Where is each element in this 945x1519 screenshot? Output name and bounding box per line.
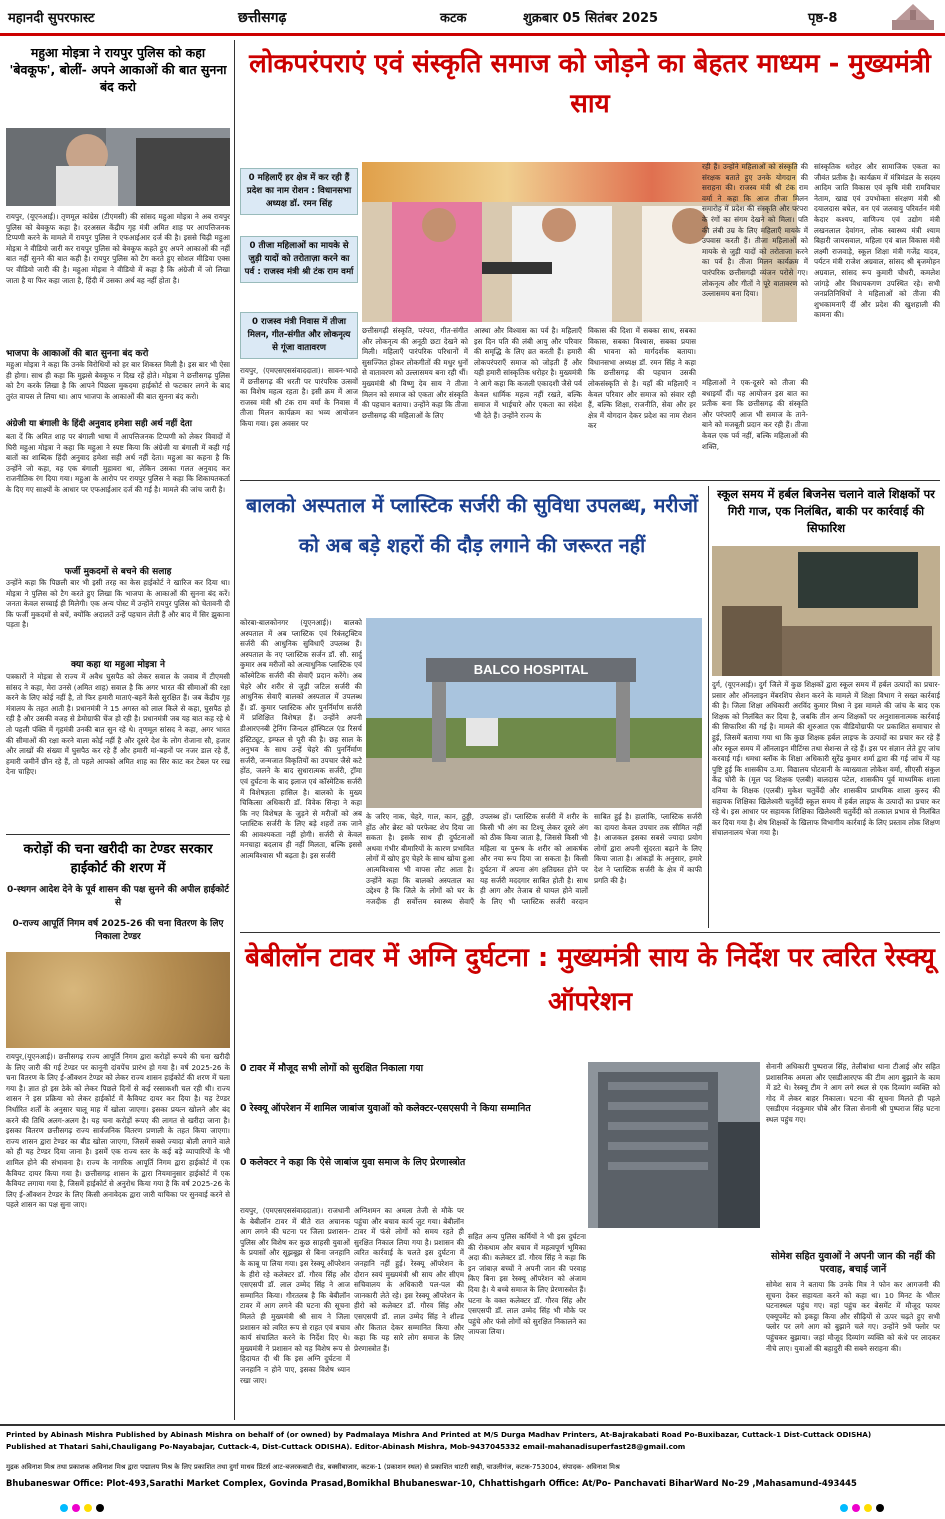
fire-body3b (590, 1232, 760, 1412)
fire-body3: सहित अन्य पुलिस कर्मियों ने भी इस दुर्घटना की रोकथाम और बचाव में महत्वपूर्ण भूमिका अदा की। कलेक्टर डॉ. गौरव सिंह ने कहा कि इन जांबाज़ बच्चों ने अपनी जान की परवाह किए बिना इस रेस्क्यू ऑपरेशन को अंजाम दिया है। ये बच्चे समाज के लिए प्रेरणास्त्रोत हैं। घटना के वक्त कलेक्टर डॉ. गौरव सिंह और एसएसपी डॉ. लाल उम्मेद सिंह भी मौके पर पहुंचे और फंसे लोगों को सुरक्षित निकालने का जायजा लिया। (468, 1232, 586, 1337)
main-body-col4: विकास की दिशा में सबका साथ, सबका विकास, सबका विश्वास, सबका प्रयास की भावना को मार्गदर्शक बताया। विधानसभा अध्यक्ष डॉ. रमन सिंह ने कहा कि छत्तीसगढ़ की पहचान उसकी लोकसंस्कृति से है। यहाँ की महिलाएँ न केवल परिवार और समाज को संवार रही हैं, बल्कि शिक्षा, राजनीति, सेवा और हर क्षेत्र में योगदान देकर प्रदेश का नाम रोशन कर (588, 326, 696, 431)
pill-raman-singh: 0 महिलाएँ हर क्षेत्र में कर रही हैं प्रदेश का नाम रोशन : विधानसभा अध्यक्ष डॉ. रमन सिंह (240, 168, 358, 215)
main-headline: लोकपरंपराएं एवं संस्कृति समाज को जोड़ने का बेहतर माध्यम - मुख्यमंत्री साय (249, 49, 931, 119)
pill-tank-ram: 0 तीजा महिलाओं का मायके से जुड़ी यादों को तरोताज़ा करने का पर्व : राजस्व मंत्री श्री टंक राम वर्मा (240, 236, 358, 283)
story-mahua-sub1-body: महुआ मोइत्रा ने कहा कि उनके विरोधियों को हर बार शिकस्त मिली है। इस बार भी ऐसा ही होगा। साथ ही कहा कि मुझसे बेवकूफ न दिख रहें होते। मोइत्रा ने छत्तीसगढ़ पुलिस को टैग करके लिखा है कि आपने पिछला मुकदमा हाईकोर्ट से फटकार लगने के बाद तुरंत वापस ले लिया था। आप भाजपा के आकाओं की बात सुनना बंद करो। (6, 360, 230, 401)
main-body-col3: आस्था और विश्वास का पर्व है। महिलाएँ इस दिन पति की लंबी आयु और परिवार की समृद्धि के लिए व्रत करती हैं। हमारी लोकपरंपराएँ समाज को जोड़ती हैं और यही हमारी सांस्कृतिक धरोहर है। मुख्यमंत्री ने आगे कहा कि कजली एकादशी जैसे पर्व केवल धार्मिक महत्व नहीं रखते, बल्कि समाज में भाईचारे और एकता का संदेश भी देते हैं। उन्होंने राज्य के (474, 326, 582, 420)
story-chana-deck1: 0-स्थगन आदेश देने के पूर्व शासन की पक्ष सुनने की अपील हाईकोर्ट से (7, 885, 229, 908)
chana-photo (6, 952, 230, 1048)
balco-hospital-photo (366, 618, 702, 808)
masthead (0, 0, 945, 36)
divider (240, 932, 940, 933)
fire-deck1: 0 टावर में मौजूद सभी लोगों को सुरक्षित निकाला गया (240, 1063, 424, 1074)
fire-body4: सेनानी अधिकारी पुष्पराज सिंह, तेलीबांधा थाना टीआई और सहित प्रशासनिक अमला और एसडीआरएफ की टीम आग बुझाने के काम में डटे थे। रेस्क्यू टीम ने आग लगे स्थल से एक दिव्यांग व्यक्ति को गोद में लेकर बाहर निकाला। घटना की सूचना मिलते ही पहले एसडीएम नंदकुमार चौबे और जिला सेनानी श्री पुष्पराज सिंह घटना स्थल पहुंच गए। (766, 1062, 940, 1124)
main-body-col1: रायपुर, (एमएसएससंवाददाता)। सावन-भादो में छत्तीसगढ़ की धरती पर पारंपरिक उत्सवों का विशेष महत्व रहता है। इसी क्रम में आज राजस्व मंत्री श्री टंक राम वर्मा के निवास में तीजा मिलन कार्यक्रम का भव्य आयोजन किया गया। इस अवसर पर (240, 366, 358, 428)
babylon-tower-photo (588, 1062, 760, 1228)
story-mahua-sub3: फर्जी मुकदमों से बचने की सलाह (64, 567, 172, 577)
story-mahua-sub2-body: बता दें कि अमित शाह पर बंगाली भाषा में आपत्तिजनक टिप्पणी को लेकर विवादों में घिरी महुआ मोइत्रा ने कहा कि महुआ ने स्पष्ट किया कि अंग्रेजी या बंगाली में कही गई बातों का शाब्दिक हिंदी अनुवाद हमेशा सही अर्थ नहीं देता। महुआ का कहना है कि उन्होंने जो कहा, वह एक बंगाली मुहावरा था, लेकिन उसका गलत अनुवाद कर राजनीतिक रंग दिया गया। महुआ के आरोप पर रायपुर पुलिस ने कहा कि शिकायतकर्ता के दिए गए साक्ष्यों के आधार पर एफआईआर दर्ज की गई है। मामले की जांच जारी है। (6, 432, 230, 494)
column-rule (234, 40, 235, 1420)
main-body-col2: छत्तीसगढ़ी संस्कृति, परंपरा, गीत-संगीत और लोकनृत्य की अनूठी छटा देखने को मिली। महिलाएँ पारंपरिक परिधानों में सुसज्जित होकर लोकगीतों की मधुर धुनों से वातावरण को उल्लासमय बना रही थीं। मुख्यमंत्री श्री विष्णु देव साय ने तीजा मिलन को समाज को एकता और संस्कृति की पहचान बताया। उन्होंने कहा कि तीजा छत्तीसगढ़ की महिलाओं के लिए (362, 326, 468, 420)
story-chana-body: रायपुर,(यूएनआई)। छत्तीसगढ़ राज्य आपूर्ति निगम द्वारा करोड़ों रूपये की चना खरीदी के लिए जारी की गई टेण्डर पर कानूनी दांवपेंच प्रारंभ हो गया है। वर्ष 2025-26 के चना वितरण के लिए ई-ऑक्शन टेण्डर को लेकर राज्य शासन हाईकोर्ट की शरण में चला गया है। ज्ञात हो इस ठेके को लेकर पिछले दिनों से कई रस्साकशी चल रही थी। राज्य शासन ने इस प्रक्रिया को लेकर हाईकोर्ट में कैवियट दायर कर दिया है। यह टेण्डर निर्धारित शर्तों के अनुसार चालू माह में खोला जाएगा। इसका प्रयत्न खोलने और बंद करने की तिथि अलग-अलग है। यह चना करोड़ों रूपए की लागत से खरीदा जाना है। इसका वितरण छत्तीसगढ़ राज्य सार्वजनिक वितरण प्रणाली के तहत किया जाएगा। राज्य शासन द्वारा टेण्डर का बीड खोला जाएगा, जिसमें सबसे ज्यादा बोली लगाने वाले को ही यह टेण्डर दिया जाना है। इसमें एक राज्य स्तर के कई बड़े व्यापारियों के भी शामिल होने की संभावना है। राज्य के नागरिक आपूर्ति निगम द्वारा हाईकोर्ट में एक कैवियट दायर किया गया है। छत्तीसगढ़ शासन के द्वारा नियमानुसार हाईकोर्ट में एक कैवियट लगाया गया है, जिसमें हाईकोर्ट से अनुरोध किया गया है कि वर्ष 2025-26 के लिए ई-ऑक्शन टेण्डर के लिए किसी अनावेदक द्वारा जारी याचिका पर सुनवाई करने से पहले शासन का पक्ष सुना जाए। (6, 1052, 230, 1210)
fire-deck3: 0 कलेक्टर ने कहा कि ऐसे जाबांज युवा समाज के लिए प्रेरणास्त्रोत (240, 1157, 466, 1168)
footer-rule (0, 1424, 945, 1426)
main-body-col7: सांस्कृतिक धरोहर और सामाजिक एकता का जीवंत प्रतीक है। कार्यक्रम में मंत्रिमंडल के सदस्य आदिम जाति विकास एवं कृषि मंत्री रामविचार नेताम, खाद्य एवं उपभोक्ता संरक्षण मंत्री श्री दयालदास बघेल, वन एवं जलवायु परिवर्तन मंत्री केदार कश्यप, वाणिज्य एवं उद्योग मंत्री लखनलाल देवांगन, लोक स्वास्थ्य मंत्री श्याम बिहारी जायसवाल, महिला एवं बाल विकास मंत्री लक्ष्मी राजवाड़े, स्कूल शिक्षा मंत्री गजेंद्र यादव, पर्यटन मंत्री राजेश अग्रवाल, सांसद श्री बृजमोहन अग्रवाल, सांसद रूप कुमारी चौधरी, कमलेश जांगड़े और विधायकगण उपस्थित रहे। सभी जनप्रतिनिधियों ने महिलाओं को तीजा की शुभकामनाएँ दीं और प्रदेश की खुशहाली की कामना की। (814, 162, 940, 320)
footer-imprint-1: Printed by Abinash Mishra Published by Abinash Mishra on behalf of (or owned) by Padmalaya Mishra And Printed at M/S Durga Madhav Printers, At-Bajrakabati Road Po-Buxibazar, Cuttack-1 Dist-Cuttack ODISHA) (6, 1430, 872, 1439)
date-line: शुक्रबार 05 सितंबर 2025 (523, 11, 659, 26)
story-mahua-sub4: क्या कहा था महुआ मोइत्रा ने (71, 660, 165, 670)
balco-headline: बालको अस्पताल में प्लास्टिक सर्जरी की सुविधा उपलब्ध, मरीजों को अब बड़े शहरों की दौड़ लगाने की जरूरत नहीं (246, 494, 698, 557)
footer-imprint-3: मुद्रक अविनाश मिश्र तथा प्रकाशक अविनाश मिश्र द्वारा पद्मालय मिश्र के लिए प्रकाशित तथा दुर्गा माधव प्रिंटर्स आट-बजरकबाटी रोड, बक्सीबाजार, कटक-1 (प्रकाशन स्थल) से प्रकाशित थाटरी साही, चाउलीगंज, कटक-753004, संपादक- अविनाश मिश्र (6, 1463, 620, 1471)
story-chana-deck2: 0-राज्य आपूर्ति निगम वर्ष 2025-26 की चना वितरण के लिए निकाला टेण्डर (12, 919, 224, 942)
footer-offices: Bhubaneswar Office: Plot-493,Sarathi Market Complex, Govinda Prasad,Bomikhal Bhubaneswar-10, Chhattishgarh Office: At/Po- Panchavati BiharWard No-29 ,Mahasamund-493445 (6, 1478, 857, 1488)
column-rule (708, 486, 709, 928)
balco-body-left: कोरबा-बालकोनगर (यूएनआई)। बालको अस्पताल में अब प्लास्टिक एवं रिकंस्ट्रक्टिव सर्जरी की आधुनिक सुविधाएँ उपलब्ध हैं। अस्पताल के नए प्लास्टिक सर्जन डॉ. सी. सार्दु कुमार अब मरीजों को अत्याधुनिक प्लास्टिक एवं कॉस्मेटिक सर्जरी की सेवाएँ प्रदान करेंगे। अब चेहरे और शरीर से जुड़ी जटिल सर्जरी की आधुनिक सेवाएँ बालको अस्पताल में उपलब्ध हैं। डॉ. कुमार प्लास्टिक और पुनर्निर्माण सर्जरी में प्रशिक्षित विशेषज्ञ हैं। उन्होंने अपनी डीआरएनबी ट्रेनिंग जिन्दल हॉस्पिटल एंड रिसर्च इंस्टिट्यूट, इम्फल से पूरी की है। छह साल के अनुभव के साथ उन्हें चेहरे की पुनर्निर्माण सर्जरी, जन्मजात विकृतियों का उपचार जैसे कटे होंठ, जलने के बाद सुधारात्मक सर्जरी, ट्रॉमा एवं दुर्घटना के बाद इलाज एवं कॉस्मेटिक सर्जरी में विशेषज्ञता हासिल है। बालको के मुख्य चिकित्सा अधिकारी डॉ. विवेक सिन्हा ने कहा कि नए विशेषज्ञ के जुड़ने से मरीजों को अब प्लास्टिक सर्जरी के लिए बड़े शहरों तक जाने की आवश्यकता नहीं होगी। सर्जरी से केवल मनचाहा बदलाव ही नहीं मिलता, बल्कि इससे आत्मविश्वास भी बढ़ता है। इस सर्जरी (240, 618, 362, 861)
story-mahua-body: रायपुर, (यूएनआई)। तृणमूल कांग्रेस (टीएमसी) की सांसद महुआ मोइत्रा ने अब रायपुर पुलिस को बेवकूफ कहा है। दरअसल केंद्रीय गृह मंत्री अमित शाह पर आपत्तिजनक टिप्पणी करने के मामले में रायपुर पुलिस ने एफआईआर दर्ज की है। इससे चिढ़ी महुआ मोइत्रा ने वीडियो जारी कर रायपुर पुलिस को बेवकूफ कहते हुए अपने आकाओं की नहीं बात नहीं सुनने की बात कही है। रायपुर पुलिस को टैग करते हुए सोशल मीडिया एक्स पर वीडियो जारी की है। महुआ मोइत्रा ने वीडियो में कहा है कि अंग्रेजी में जो लिखा जाता है या फिर कहा जाता है, हिंदी में उसका अर्थ वह नहीं होता है। (6, 212, 230, 285)
story-mahua-sub1: भाजपा के आकाओं की बात सुनना बंद करो (6, 349, 149, 359)
temple-logo-icon (886, 2, 940, 32)
story-mahua-sub3-body: उन्होंने कहा कि पिछली बार भी इसी तरह का केस हाईकोर्ट ने खारिज कर दिया था। मोइत्रा ने पुलिस को टैग करते हुए लिखा कि भाजपा के आकाओं की सुनना बंद करें। जनता केवल सच्चाई ही मिलेगी। एक अन्य पोस्ट में उन्होंने रायपुर पुलिस को चेतावनी दी कि फर्जी मुकदमों से बचें, क्योंकि अदालतें उन्हें पहचान लेती हैं और बाद में सिर झुकाना पड़ता है। (6, 578, 230, 630)
story-mahua-title: महुआ मोइत्रा ने रायपुर पुलिस को कहा 'बेवकूफ', बोलीं- अपने आकाओं की बात सुनना बंद करो (9, 45, 227, 94)
divider (6, 834, 230, 835)
region-name: छत्तीसगढ़ (238, 10, 287, 26)
balco-gate-sign: BALCO HOSPITAL (473, 662, 589, 677)
story-mahua-sub2: अंग्रेजी या बंगाली के हिंदी अनुवाद हमेशा सही अर्थ नहीं देता (6, 419, 192, 429)
story-chana-title: करोड़ों की चना खरीदी का टेण्डर सरकार हाईकोर्ट की शरण में (23, 842, 213, 876)
footer-imprint-2: Published at Thatari Sahi,Chauligang Po-Nayabajar, Cuttack-4, Dist-Cuttack ODISHA). Editor-Abinash Mishra, Mob-9437045332 email-mahanadisuperfast28@gmail.com (6, 1442, 686, 1451)
mahua-photo (6, 128, 230, 206)
main-body-col6: महिलाओं ने एक-दूसरे को तीजा की बधाइयाँ दीं। यह आयोजन इस बात का प्रतीक बना कि छत्तीसगढ़ की संस्कृति और परंपराएँ आज भी समाज के ताने-बाने को मजबूती प्रदान कर रही हैं। तीजा केवल एक पर्व नहीं, बल्कि महिलाओं की शक्ति, (702, 378, 808, 451)
classroom-photo (712, 546, 940, 676)
story-mahua-sub4-body: पत्रकारों ने मोइत्रा से राज्य में अवैध घुसपैठ को लेकर सवाल के जवाब में टीएमसी सांसद ने कहा, मेरा उनसे (अमित शाह) सवाल है कि अगर भारत की सीमाओं की रक्षा करने के लिए कोई नहीं है, तो फिर हमारी माताएं-बहनें कैसे सुरक्षित हैं। जब केंद्रीय गृह मंत्रालय के तहत आती है। प्रधानमंत्री ने 15 अगस्त को लाल किले से कहा, घुसपैठ हो रही है और उसकी वजह से डेमोग्राफी चेंज हो रही है। प्रधानमंत्री जब यह बात कह रहे थे तो पहली पंक्ति में गृहमंत्री उनकी बात सुन रहे थे। तृणमूल सांसद ने कहा, अगर भारत की सीमाओं की रक्षा करने वाला कोई नहीं है और दूसरे देश के लोग रोजाना सौ, हजार और लाखों की संख्या में घुसपैठ कर रहे हैं और हमारी मां-बहनों पर नजर डाल रहे हैं, हमारी जमीनें छीन रहे हैं, तो पहले आपको अमित शाह का सिर काट कर टेबल पर रख देना चाहिए। (6, 672, 230, 777)
divider (240, 480, 940, 481)
fire-headline: बेबीलॉन टावर में अग्नि दुर्घटना : मुख्यमंत्री साय के निर्देश पर त्वरित रेस्क्यू ऑपरेशन (245, 943, 935, 1017)
durg-headline: स्कूल समय में हर्बल बिजनेस चलाने वाले शिक्षकों पर गिरी गाज, एक निलंबित, बाकी पर कार्रवाई की सिफारिश (717, 487, 935, 535)
fire-quote-body: सोमेश साव ने बताया कि उनके मित्र ने फोन कर आगजनी की सूचना देकर सहायता करने को कहा था। 10 मिनट के भीतर घटनास्थल पहुंच गए। वहां पहुंच कर बेसमेंट में मौजूद फायर एक्यूपमेंट को इकट्ठा किया और सीढ़ियों से ऊपर चढ़ते हुए सभी फ्लोर पर लगे आग को बुझाने चले गए। उन्होंने 9वें फ्लोर पर पहुंचकर बुझाया। जहां मौजूद दिव्यांग व्यक्ति को कंधे पर लादकर नीचे लाए। युवाओं की बहादुरी की सबने सराहना की। (766, 1280, 940, 1353)
fire-deck2: 0 रेस्क्यू ऑपरेशन में शामिल जाबांज युवाओं को कलेक्टर-एसएसपी ने किया सम्मानित (240, 1103, 531, 1114)
balco-body-right: के जरिए नाक, चेहरे, गाल, कान, ठुड्डी, होंठ और ब्रेस्ट को परफेक्ट शेप दिया जा सकता है। इसके साथ ही दुर्घटनाओं अथवा गंभीर बीमारियों के कारण प्रभावित लोगों में खोए हुए चेहरे के साथ खोया हुआ आत्मविश्वास भी वापस लौट आता है। उन्होंने कहा कि बालको अस्पताल का उद्देश्य है कि जिले के लोगों को घर के नजदीक ही सर्वोत्तम स्वास्थ्य सेवाएँ उपलब्ध हों। प्लास्टिक सर्जरी में शरीर के किसी भी अंग का टिश्यू लेकर दूसरे अंग को ठीक किया जाता है, जिससे किसी भी महिला या पुरूष के शरीर को आकर्षक और नया रूप दिया जा सकता है। किसी दुर्घटना में अपना अंग क्षतिग्रस्त होने पर यह सर्जरी मददगार साबित होती है। साथ ही आग और तेजाब से घायल होने वालों के लिए भी प्लास्टिक सर्जरी वरदान साबित हुई है। हालांकि, प्लास्टिक सर्जरी का दायरा केवल उपचार तक सीमित नहीं है। आजकल इसका सबसे ज्यादा प्रयोग लोगों द्वारा अपनी सुंदरता बढ़ाने के लिए किया जाता है। आंकड़ों के अनुसार, हमारे देश ने प्लास्टिक सर्जरी के क्षेत्र में काफी प्रगति की है। (366, 812, 702, 906)
fire-body2: अग्निशमन का अमला तेजी से मौके पर पहुंचा और बचाव कार्य जुट गया। बेबीलॉन टावर में फंसे लोगों को समय रहते ही सुरक्षित निकाल लिया गया है। प्रशासन की त्वरित कार्रवाई के चलते इस दुर्घटना में जनहानि नहीं हुई। रेस्क्यू ऑपरेशन के दौरान स्वयं मुख्यमंत्री श्री साय और सीएम सचिवालय के अधिकारी पल-पल की जानकारी लेते रहे। इस रेस्क्यू ऑपरेशन के हीरो को कलेक्टर डॉ. गौरव सिंह और एसएसपी डॉ. लाल उम्मेद सिंह ने शील्ड और कितात देकर सम्मानित किया और कहा कि यह सारे लोग समाज के लिए प्रेरणास्त्रोत हैं। (354, 1206, 464, 1353)
pill-teeja-milan: 0 राजस्व मंत्री निवास में तीजा मिलन, गीत-संगीत और लोकनृत्य से गूंजा वातावरण (240, 312, 358, 359)
main-body-col5: रही हैं। उन्होंने महिलाओं को संस्कृति की संरक्षक बताते हुए उनके योगदान की सराहना की। राजस्व मंत्री श्री टंक राम वर्मा ने कहा कि आज तीजा मिलन समारोह में प्रदेश की संस्कृति और परंपरा के रंगों का संगम देखने को मिला। पति की लंबी उम्र के लिए महिलाएँ मायके में उपवास करती हैं। तीजा महिलाओं को मायके से जुड़ी यादों को तरोताजा करने का पर्व है। तीजा मिलन कार्यक्रम में पारंपरिक छत्तीसगढ़ी व्यंजन परोसे गए। लोकनृत्य और गीतों ने पूरे वातावरण को उल्लासमय बना दिया। (702, 162, 808, 299)
fire-quote-title: सोमेश सहित युवाओं ने अपनी जान की नहीं की परवाह, बचाई जानें (770, 1251, 936, 1275)
story-mahua (6, 44, 230, 95)
city-name: कटक (440, 11, 467, 26)
registration-marks (0, 1500, 945, 1516)
page-number: पृष्ठ-8 (808, 11, 838, 26)
paper-name: महानदी सुपरफास्ट (8, 11, 95, 26)
durg-body: दुर्ग, (यूएनआई)। दुर्ग जिले में कुछ शिक्षकों द्वारा स्कूल समय में हर्बल उत्पादों का प्रचार-प्रसार और ऑनलाइन मेंबरशिप सेशन करने के मामले में शिक्षा विभाग ने सख्त कार्रवाई की है। जिला शिक्षा अधिकारी अरविंद कुमार मिश्रा ने इस मामले की जांच के बाद एक शिक्षक को निलंबित कर दिया है, जबकि तीन अन्य शिक्षकों पर अनुशासनात्मक कार्रवाई की सिफारिश की गई है। मामले की शुरुआत एक वीडियोग्राफी पर प्रकाशित समाचार से हुई, जिसमें बताया गया था कि कुछ शिक्षक हर्बल लाइफ के उत्पादों का प्रचार कर रहे हैं और स्कूल समय में ऑनलाइन मीटिंग्स तथा सेशन्स ले रहे हैं। इस पर संज्ञान लेते हुए जांच करवाई गई। धमधा ब्लॉक के शिक्षा अधिकारी सुरेंद्र कुमार शर्मा द्वारा की गई जांच में यह पुष्टि हुई कि शासकीय उ.मा. विद्यालय घोटवानी के व्याख्याता लोकेश वर्मा, सीएसी संकुल केंद्र चोरी के (मूल पद शिक्षक एलबी) बालदास पटेल, शासकीय पूर्व माध्यमिक शाला दनिया के शिक्षक (एलबी) मुकेश चतुर्वेदी और शासकीय प्राथमिक शाला कुरुद की सहायक शिक्षिका खिलेश्वरी चतुर्वेदी स्कूल समय में हर्बल लाइफ के उत्पादों का प्रचार कर रहे थे। इस आधार पर सहायक शिक्षिका खिलेश्वरी चतुर्वेदी को तत्काल प्रभाव से निलंबित कर दिया गया है। शेष शिक्षकों के खिलाफ विभागीय कार्रवाई के लिए प्रस्ताव लोक शिक्षण संचालनालय भेजा गया है। (712, 680, 940, 838)
fire-body1: रायपुर, (एमएसएससंवाददाता)। राजधानी के बेबीलॉन टावर में बीते रात अचानक आग लगने की घटना पर जिला प्रशासन-पुलिस और विशेष कर कुछ साहसी युवाओं के प्रयासों और सूझबूझ से बिना जनहानि के काबू पा लिया गया। इस रेस्क्यू ऑपरेशन के हीरो रहे कलेक्टर डॉ. गौरव सिंह और एसएसपी डॉ. लाल उम्मेद सिंह ने आज सम्मानित किया। गौरतलब है कि बेबीलॉन टावर में आग लगने की घटना की सूचना मिलते ही मुख्यमंत्री श्री साय ने जिला प्रशासन को त्वरित रूप से राहत एवं बचाव कार्य संचालित करने के निर्देश दिए थे। मुख्यमंत्री ने प्रशासन को यह विशेष रूप से हिदायत दी थी कि इस अग्नि दुर्घटना में जनहानि न होने पाए, इसका विशेष ध्यान रखा जाए। (240, 1206, 350, 1385)
